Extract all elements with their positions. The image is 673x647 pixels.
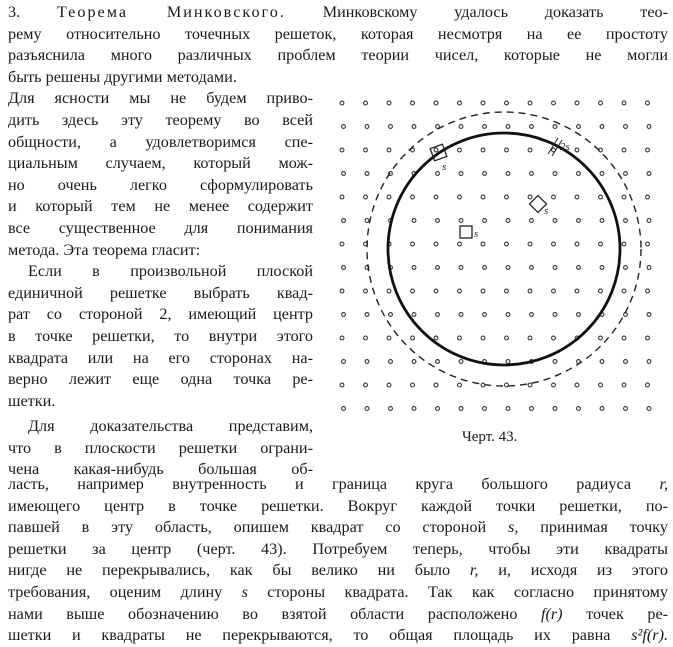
lattice-point <box>600 360 604 364</box>
lattice-point <box>506 360 510 364</box>
body-line-4: решетки за центр (черт. 43). Потребуем теперь, чтобы эти квадраты <box>8 539 668 558</box>
lattice-point <box>365 125 369 129</box>
lattice-point <box>599 336 603 340</box>
lattice-point <box>340 336 344 340</box>
lattice-point <box>342 360 346 364</box>
lattice-point <box>483 219 487 223</box>
lattice-point <box>646 148 650 152</box>
lattice-point <box>577 219 581 223</box>
lattice-point <box>459 172 463 176</box>
lattice-point <box>575 242 579 246</box>
lattice-point <box>530 219 534 223</box>
lattice-point <box>624 266 628 270</box>
lattice-point <box>624 125 628 129</box>
lattice-point <box>459 125 463 129</box>
lattice-point <box>553 407 557 411</box>
lattice-point <box>434 101 438 105</box>
lattice-point <box>436 266 440 270</box>
lattice-point <box>434 289 438 293</box>
heading-line-3: разъяснила много различных проблем теории чисел, которые не могли <box>8 46 668 65</box>
lattice-point <box>647 125 651 129</box>
lattice-point <box>575 148 579 152</box>
lattice-point <box>459 219 463 223</box>
lattice-point <box>646 195 650 199</box>
lattice-point <box>481 336 485 340</box>
lattice-point <box>530 266 534 270</box>
lattice-point <box>505 242 509 246</box>
figure-caption: Черт. 43. <box>462 429 518 445</box>
lattice-point <box>622 383 626 387</box>
lattice-point <box>505 195 509 199</box>
lattice-point <box>387 383 391 387</box>
label-s-top: s <box>442 161 447 173</box>
lattice-point <box>622 195 626 199</box>
lattice-point <box>506 172 510 176</box>
lattice-point <box>600 266 604 270</box>
body-line-3: павшей в эту область, опишем квадрат со стороной s, принимая точку <box>8 518 669 537</box>
lattice-point <box>647 219 651 223</box>
lattice-point <box>389 360 393 364</box>
lattice-point <box>481 195 485 199</box>
lattice-point <box>340 195 344 199</box>
lattice-point <box>340 242 344 246</box>
lattice-point <box>600 407 604 411</box>
lattice-point <box>528 383 532 387</box>
lattice-point <box>553 219 557 223</box>
para1-line: и который тем не менее содержит <box>8 197 313 216</box>
lattice-point <box>483 266 487 270</box>
lattice-point <box>458 101 462 105</box>
theorem-line: квадрата или на его сторонах на- <box>8 348 313 367</box>
para1-line: общности, а удовлетворимся спе- <box>8 132 313 151</box>
heading-line-2: рему относительно точечных решеток, которая несмотря на ее простоту <box>8 24 668 43</box>
lattice-point <box>528 101 532 105</box>
lattice-point <box>624 407 628 411</box>
lattice-point <box>412 360 416 364</box>
lattice-point <box>481 242 485 246</box>
lattice-point <box>342 125 346 129</box>
lattice-point <box>459 407 463 411</box>
lattice-point <box>364 101 368 105</box>
lattice-point <box>577 313 581 317</box>
lattice-point <box>483 407 487 411</box>
lattice-point <box>599 383 603 387</box>
lattice-point <box>459 360 463 364</box>
dashed-outer-circle <box>367 112 641 386</box>
lattice-point <box>459 266 463 270</box>
lattice-point <box>506 313 510 317</box>
lattice-point <box>506 219 510 223</box>
lattice-point <box>481 148 485 152</box>
lattice-point <box>387 101 391 105</box>
lattice-point <box>412 125 416 129</box>
lattice-point <box>646 242 650 246</box>
lattice-point <box>365 219 369 223</box>
square-right <box>530 196 549 217</box>
lattice-point <box>458 289 462 293</box>
lattice-point <box>434 148 438 152</box>
left-column-text <box>8 88 313 481</box>
lattice-point <box>553 313 557 317</box>
lattice-point <box>340 101 344 105</box>
lattice-point <box>505 383 509 387</box>
lattice-point <box>340 148 344 152</box>
lattice-point <box>342 407 346 411</box>
theorem-line: Если в произвольной плоской <box>28 262 313 281</box>
lattice-point <box>552 289 556 293</box>
lattice-point <box>365 313 369 317</box>
lattice-point <box>646 101 650 105</box>
lattice-point <box>599 195 603 199</box>
body-line-1: ласть, например внутренность и граница круга большого радиуса r, <box>8 475 669 493</box>
lattice-point <box>552 336 556 340</box>
lattice-point <box>530 313 534 317</box>
para1-line: циальным случаем, который мож- <box>8 154 313 173</box>
lattice-point <box>600 172 604 176</box>
body-line-7: нами выше обозначению во взятой области расположено f(r) точек ре- <box>8 604 669 623</box>
para1-line: Для ясности мы не будем приво- <box>8 89 313 108</box>
lattice-point <box>458 383 462 387</box>
lattice-point <box>387 195 391 199</box>
lattice-point <box>481 101 485 105</box>
lattice-point <box>506 125 510 129</box>
lattice-point <box>365 360 369 364</box>
theorem-line: шетки. <box>8 391 56 410</box>
lattice-point <box>552 242 556 246</box>
para1-line: дить здесь эту теорему во всей <box>8 110 313 129</box>
lattice-point <box>575 195 579 199</box>
lattice-point <box>600 219 604 223</box>
lattice-point <box>387 336 391 340</box>
square-center <box>460 226 478 240</box>
body-line-5: нигде не перекрывались, как бы велико ни было r, и, исходя из этого <box>8 561 669 580</box>
lattice-point <box>528 148 532 152</box>
body-line-6: требования, оценим длину s стороны квадрата. Так как согласно принятому <box>8 583 669 601</box>
lattice-point <box>411 195 415 199</box>
theorem-line: верно лежит еще одна точка ре- <box>8 370 313 389</box>
para1-line: но очень легко сформулировать <box>8 175 313 194</box>
lattice-point <box>436 219 440 223</box>
lattice-point <box>599 242 603 246</box>
lattice-point <box>577 407 581 411</box>
lattice-point <box>389 125 393 129</box>
lattice-point <box>528 242 532 246</box>
lattice-figure <box>330 90 665 425</box>
lattice-point <box>342 219 346 223</box>
body-line-8: шетки и квадраты не перекрываются, то общая площадь их равна s²f(r). <box>8 626 669 645</box>
proof-line: что в плоскости решетки ограни- <box>8 438 313 457</box>
para1-line: метода. Эта теорема гласит: <box>8 240 201 259</box>
lattice-point <box>528 289 532 293</box>
lattice-point <box>436 360 440 364</box>
lattice-point <box>365 172 369 176</box>
lattice-point <box>412 313 416 317</box>
para1-line: все существенное для понимания <box>8 218 313 237</box>
lattice-point <box>411 336 415 340</box>
lattice-point <box>599 101 603 105</box>
lattice-point <box>577 266 581 270</box>
lattice-point <box>647 313 651 317</box>
lattice-point <box>647 172 651 176</box>
lattice-point <box>575 383 579 387</box>
lattice-point <box>506 407 510 411</box>
solid-circle <box>388 133 620 365</box>
lattice-point <box>622 289 626 293</box>
lattice-point <box>622 242 626 246</box>
proof-line: Для доказательства представим, <box>28 417 313 436</box>
lattice-point <box>411 101 415 105</box>
lattice-point <box>646 336 650 340</box>
lattice-point <box>600 125 604 129</box>
lattice-point <box>505 336 509 340</box>
lattice-point <box>622 336 626 340</box>
lattice-point <box>364 195 368 199</box>
lattice-point <box>505 148 509 152</box>
lattice-point <box>483 125 487 129</box>
lattice-point <box>434 383 438 387</box>
lattice-point <box>552 101 556 105</box>
lattice-point <box>624 219 628 223</box>
lattice-point <box>436 313 440 317</box>
lattice-point <box>553 266 557 270</box>
lattice-point <box>364 336 368 340</box>
lattice-point <box>459 313 463 317</box>
lattice-point <box>412 219 416 223</box>
lattice-point <box>434 242 438 246</box>
lattice-point <box>528 336 532 340</box>
lattice-point <box>342 313 346 317</box>
lattice-point <box>624 172 628 176</box>
lattice-point <box>436 407 440 411</box>
lattice-point <box>552 195 556 199</box>
lattice-point <box>412 407 416 411</box>
lattice-point <box>647 266 651 270</box>
lattice-point <box>622 101 626 105</box>
lattice-point <box>342 172 346 176</box>
lattice-point <box>387 148 391 152</box>
lattice-point <box>647 407 651 411</box>
lattice-point <box>530 125 534 129</box>
lattice-point <box>389 313 393 317</box>
section-number: 3. <box>8 3 21 21</box>
lattice-point <box>387 289 391 293</box>
body-line-2: имеющего центр в точке решетки. Вокруг каждой точки решетки, по- <box>8 496 668 515</box>
label-s-right: s <box>544 205 549 217</box>
lattice-point <box>411 289 415 293</box>
lattice-point <box>553 172 557 176</box>
lattice-point <box>436 172 440 176</box>
lattice-point <box>646 383 650 387</box>
lattice-point <box>340 289 344 293</box>
lattice-point <box>412 266 416 270</box>
section-title: Теорема Минковского. <box>56 3 286 21</box>
lattice-point <box>411 383 415 387</box>
lattice-point <box>577 125 581 129</box>
lattice-point <box>458 148 462 152</box>
lattice-point <box>364 148 368 152</box>
lattice-point <box>342 266 346 270</box>
lattice-point <box>364 383 368 387</box>
lattice-point <box>483 172 487 176</box>
theorem-line: в точке решетки, то внутри этого <box>8 326 313 345</box>
heading-line-4: быть решены другими методами. <box>8 67 237 86</box>
lattice-point <box>553 360 557 364</box>
lattice-point <box>481 289 485 293</box>
lattice-point <box>389 407 393 411</box>
lattice-point <box>528 195 532 199</box>
lattice-point <box>530 172 534 176</box>
lattice-point <box>575 101 579 105</box>
lattice-point <box>365 407 369 411</box>
lattice-point <box>577 172 581 176</box>
lattice-point <box>434 336 438 340</box>
lattice-point <box>624 360 628 364</box>
theorem-line: единичной решетке выбрать квад- <box>8 283 313 302</box>
lattice-point <box>411 242 415 246</box>
lattice-point <box>506 266 510 270</box>
lattice-point <box>575 289 579 293</box>
label-s-center: s <box>474 228 479 240</box>
lattice-point <box>530 407 534 411</box>
theorem-line: рат со стороной 2, имеющий центр <box>8 305 313 324</box>
lattice-point <box>552 383 556 387</box>
lattice-point <box>505 289 509 293</box>
lattice-point <box>364 289 368 293</box>
lattice-point <box>599 289 603 293</box>
lattice-point <box>622 148 626 152</box>
proof-line: чена какая-нибудь большая об- <box>8 460 313 479</box>
lattice-point <box>458 242 462 246</box>
lattice-point <box>505 101 509 105</box>
lattice-point <box>340 383 344 387</box>
heading-line-1: 3. Теорема Минковского. Минковскому удалось доказать тео- <box>8 3 669 21</box>
lattice-point <box>458 336 462 340</box>
lattice-point <box>434 195 438 199</box>
label-2s: 2s <box>560 141 570 153</box>
lattice-point <box>553 125 557 129</box>
lattice-point <box>483 313 487 317</box>
lattice-point <box>646 289 650 293</box>
lattice-point <box>647 360 651 364</box>
lattice-point <box>458 195 462 199</box>
